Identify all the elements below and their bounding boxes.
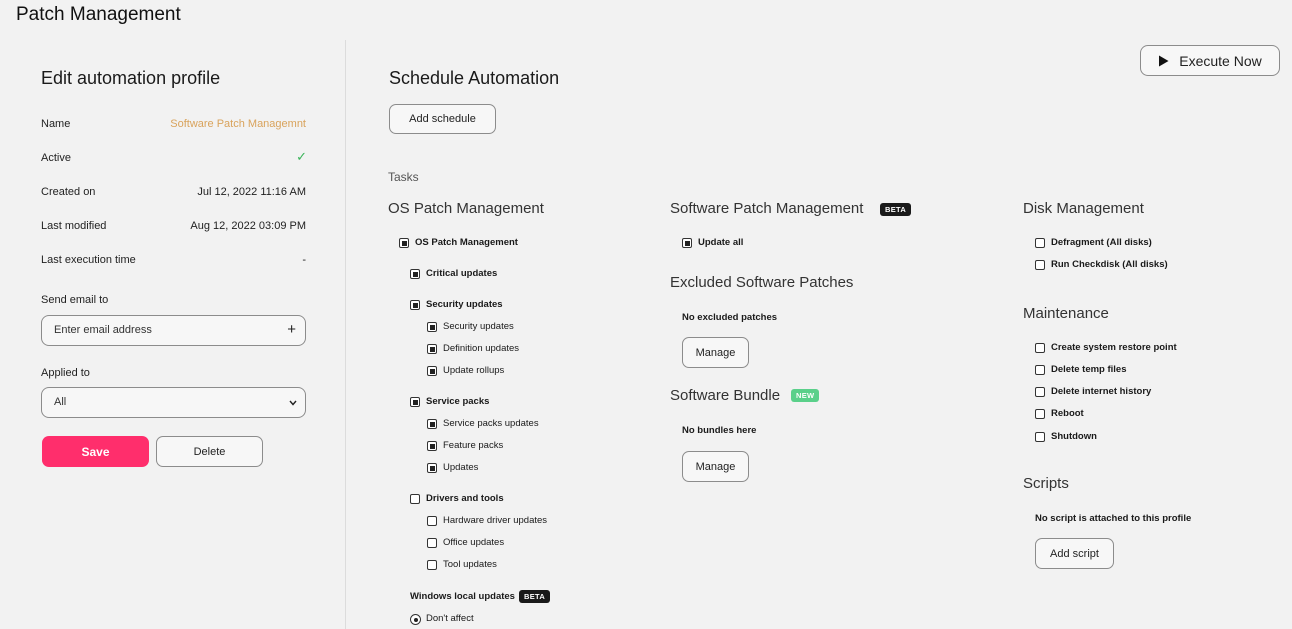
- active-label: Active: [41, 152, 71, 164]
- feature-packs-checkbox[interactable]: [427, 441, 437, 451]
- reboot-checkbox[interactable]: [1035, 409, 1045, 419]
- reboot-label: Reboot: [1051, 408, 1084, 419]
- drivers-tools-checkbox[interactable]: [410, 494, 420, 504]
- applied-to-label: Applied to: [41, 367, 90, 379]
- tool-updates-label: Tool updates: [443, 559, 497, 570]
- execute-now-label: Execute Now: [1179, 52, 1262, 69]
- checkdisk-checkbox[interactable]: [1035, 260, 1045, 270]
- defragment-checkbox[interactable]: [1035, 238, 1045, 248]
- software-patch-heading: Software Patch Management: [670, 200, 864, 217]
- checkdisk-label: Run Checkdisk (All disks): [1051, 259, 1168, 270]
- service-packs-checkbox[interactable]: [410, 397, 420, 407]
- security-child-label: Security updates: [443, 321, 514, 332]
- modified-label: Last modified: [41, 220, 107, 232]
- dont-affect-label: Don't affect: [426, 613, 474, 624]
- hardware-driver-checkbox[interactable]: [427, 516, 437, 526]
- add-email-icon[interactable]: +: [287, 321, 296, 338]
- scripts-heading: Scripts: [1023, 475, 1069, 492]
- update-all-label: Update all: [698, 237, 744, 248]
- schedule-heading: Schedule Automation: [389, 68, 560, 88]
- beta-badge: BETA: [519, 590, 550, 603]
- bundle-text: No bundles here: [682, 425, 757, 436]
- office-updates-checkbox[interactable]: [427, 538, 437, 548]
- restore-point-label: Create system restore point: [1051, 342, 1177, 353]
- service-packs-label: Service packs: [426, 396, 490, 407]
- windows-local-label: Windows local updates: [410, 591, 515, 602]
- scripts-text: No script is attached to this profile: [1035, 513, 1192, 524]
- drivers-tools-label: Drivers and tools: [426, 493, 504, 504]
- os-patch-root-checkbox[interactable]: [399, 238, 409, 248]
- disk-heading: Disk Management: [1023, 200, 1144, 217]
- security-child-checkbox[interactable]: [427, 322, 437, 332]
- play-icon: [1158, 55, 1169, 67]
- defragment-label: Defragment (All disks): [1051, 237, 1152, 248]
- beta-badge: BETA: [880, 203, 911, 216]
- check-icon: ✓: [296, 149, 307, 164]
- feature-packs-label: Feature packs: [443, 440, 504, 451]
- last-exec-value: -: [302, 254, 306, 266]
- service-packs-updates-checkbox[interactable]: [427, 419, 437, 429]
- page-title: Patch Management: [16, 4, 181, 25]
- name-value[interactable]: Software Patch Managemnt: [170, 118, 306, 130]
- update-rollups-label: Update rollups: [443, 365, 505, 376]
- security-updates-label: Security updates: [426, 299, 503, 310]
- excluded-text: No excluded patches: [682, 312, 778, 323]
- new-badge: NEW: [791, 389, 819, 402]
- applied-to-value: All: [54, 396, 67, 408]
- updates-label: Updates: [443, 462, 479, 473]
- delete-temp-label: Delete temp files: [1051, 364, 1127, 375]
- office-updates-label: Office updates: [443, 537, 505, 548]
- send-email-label: Send email to: [41, 294, 109, 306]
- created-label: Created on: [41, 186, 96, 198]
- created-value: Jul 12, 2022 11:16 AM: [197, 186, 306, 198]
- name-label: Name: [41, 118, 71, 130]
- update-rollups-checkbox[interactable]: [427, 366, 437, 376]
- manage-excluded-button[interactable]: Manage: [682, 337, 749, 368]
- update-all-checkbox[interactable]: [682, 238, 692, 248]
- email-placeholder: Enter email address: [54, 324, 152, 336]
- manage-bundle-button[interactable]: Manage: [682, 451, 749, 482]
- hardware-driver-label: Hardware driver updates: [443, 515, 548, 526]
- excluded-heading: Excluded Software Patches: [670, 274, 854, 291]
- os-patch-heading: OS Patch Management: [388, 200, 544, 217]
- profile-heading: Edit automation profile: [41, 68, 221, 88]
- critical-updates-checkbox[interactable]: [410, 269, 420, 279]
- applied-to-select[interactable]: [41, 387, 306, 418]
- execute-now-button[interactable]: [1140, 45, 1280, 76]
- delete-history-checkbox[interactable]: [1035, 387, 1045, 397]
- maintenance-heading: Maintenance: [1023, 305, 1109, 322]
- dont-affect-radio[interactable]: [410, 614, 421, 625]
- shutdown-label: Shutdown: [1051, 431, 1097, 442]
- updates-checkbox[interactable]: [427, 463, 437, 473]
- service-packs-updates-label: Service packs updates: [443, 418, 539, 429]
- panel-divider: [345, 40, 346, 629]
- security-updates-checkbox[interactable]: [410, 300, 420, 310]
- tasks-label: Tasks: [388, 170, 419, 184]
- chevron-down-icon: [289, 400, 297, 406]
- email-field[interactable]: [41, 315, 306, 346]
- shutdown-checkbox[interactable]: [1035, 432, 1045, 442]
- modified-value: Aug 12, 2022 03:09 PM: [190, 220, 306, 232]
- definition-updates-label: Definition updates: [443, 343, 520, 354]
- tool-updates-checkbox[interactable]: [427, 560, 437, 570]
- last-exec-label: Last execution time: [41, 254, 136, 266]
- restore-point-checkbox[interactable]: [1035, 343, 1045, 353]
- definition-updates-checkbox[interactable]: [427, 344, 437, 354]
- save-button[interactable]: Save: [42, 436, 149, 467]
- os-patch-root-label: OS Patch Management: [415, 237, 518, 248]
- bundle-heading: Software Bundle: [670, 387, 781, 404]
- add-schedule-button[interactable]: Add schedule: [389, 104, 496, 134]
- delete-history-label: Delete internet history: [1051, 386, 1152, 397]
- critical-updates-label: Critical updates: [426, 268, 498, 279]
- delete-button[interactable]: Delete: [156, 436, 263, 467]
- add-script-button[interactable]: Add script: [1035, 538, 1114, 569]
- delete-temp-checkbox[interactable]: [1035, 365, 1045, 375]
